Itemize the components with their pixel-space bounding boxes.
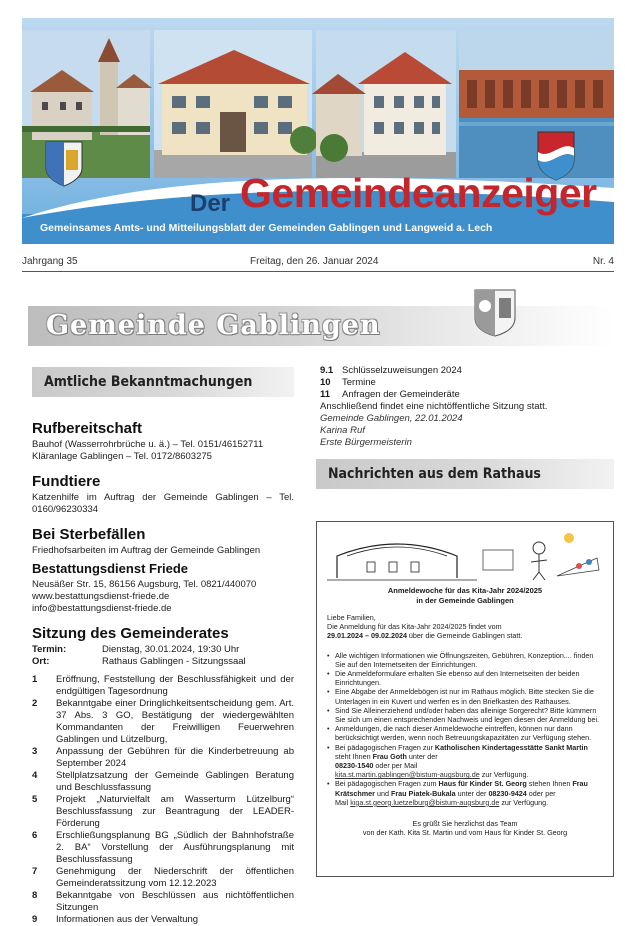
heading-fundtiere: Fundtiere [32, 473, 101, 490]
agenda-list [32, 674, 294, 926]
kita-st-martin-email-link[interactable]: kita.st.martin.gablingen@bistum-augsburg.de [335, 770, 480, 780]
notice-title-line1: Anmeldewoche für das Kita-Jahr 2024/2025 [387, 586, 543, 595]
kita-illustration [327, 528, 603, 584]
agenda-item: 6 Erschließungsplanung BG „Südlich der Bahnhofstraße 2. BA“ Vorstellung der Ausführungsplanung mit Beschlussfassung [32, 830, 294, 865]
notice-title [327, 586, 603, 605]
notice-title-line2: in der Gemeinde Gablingen [416, 595, 514, 605]
issue-number: Nr. 4 [592, 256, 614, 267]
photo-castle [22, 30, 150, 178]
section-bar-official [32, 367, 294, 397]
notice-sign-line1: Es grüßt Sie herzlichst das Team [412, 819, 518, 829]
photo-building [316, 30, 456, 178]
signer-name: Karina Ruf [320, 425, 365, 436]
agenda-item: 9.1 Schlüsselzuweisungen 2024 [320, 365, 462, 376]
heading-bestattungsdienst: Bestattungsdienst Friede [32, 561, 189, 576]
notice-bullet: • Eine Abgabe der Anmeldebögen ist nur im Rathaus möglich. Bitte stecken Sie die Unterlagen in ein Kuvert und werfen es in den Briefkasten des Rathauses. [327, 687, 594, 706]
section-bar-news [316, 459, 614, 489]
sitzung-ort [32, 656, 294, 668]
notice-bullet: • Alle wichtigen Informationen wie Öffnungszeiten, Gebühren, Konzeption.... finden Sie auf den Internetseiten der Einrichtungen. [327, 650, 594, 669]
kita-notice-box [316, 521, 614, 877]
kita-building-drawing [327, 528, 603, 584]
ruf-line: Bauhof (Wasserrohrbrüche u. ä.) – Tel. 0151/46152711 [32, 439, 264, 450]
sitzung-termin [32, 644, 294, 656]
closing-note: Anschließend findet eine nichtöffentliche Sitzung statt. [320, 401, 548, 412]
notice-greeting: Liebe Familien, [327, 613, 376, 622]
masthead-subtitle: Gemeinsames Amts- und Mitteilungsblatt der Gemeinden Gablingen und Langweid a. Lech [40, 222, 493, 234]
notice-bullet: • Bei pädagogischen Fragen zum Haus für Kinder St. Georg stehen Ihnen Frau Krätschmer und Frau Piatek-Bukala unter der 08230-9424 oder per Mail kiga.st.georg.luetzelburg@bistum-augsburg.de zur Verfügung. [327, 779, 588, 807]
notice-intro-suffix: über die Gemeinde Gablingen statt. [406, 631, 523, 641]
ruf-line: Kläranlage Gablingen – Tel. 0172/8603275 [32, 451, 212, 462]
termin-value: Dienstag, 30.01.2024, 19:30 Uhr [102, 644, 240, 655]
agenda-item: 9 Informationen aus der Verwaltung [32, 914, 199, 925]
agenda-item: 2 Bekanntgabe einer Dringlichkeitsentscheidung gem. Art. 37 Abs. 3 GO, Bestätigung der wiedergewählten Kommandanten der Freiwilligen Feuerwehren Gablingen und Lützelburg, [32, 698, 294, 745]
agenda-item: 8 Bekanntgabe von Beschlüssen aus nichtöffentlichen Sitzungen [32, 890, 294, 913]
ort-label: Ort: [32, 656, 50, 667]
issue-volume: Jahrgang 35 [22, 256, 78, 267]
agenda-item: 1 Eröffnung, Feststellung der Beschlussfähigkeit und der endgültigen Tagesordnung [32, 674, 294, 697]
section-heading-official: Amtliche Bekanntmachungen [44, 374, 253, 390]
section-heading-news: Nachrichten aus dem Rathaus [328, 466, 541, 482]
notice-bullet: • Sind Sie Alleinerziehend und/oder haben das alleinige Sorgerecht? Bitte kümmern Sie sich um einen entsprechenden Nachweis und legen diesen der Anmeldung bei. [327, 705, 600, 725]
agenda-item: 10 Termine [320, 377, 376, 388]
bestattung-address: Neusäßer Str. 15, 86156 Augsburg, Tel. 0821/440070 [32, 579, 257, 590]
ort-value: Rathaus Gablingen - Sitzungssaal [102, 656, 246, 667]
left-column [32, 420, 294, 926]
bestattung-email-link[interactable]: info@bestattungsdienst-friede.de [32, 603, 172, 614]
masthead-title: Gemeindeanzeiger [240, 170, 597, 216]
notice-sign-line2: von der Kath. Kita St. Martin und vom Haus für Kinder St. Georg [362, 828, 568, 838]
masthead-title-prefix: Der [190, 190, 231, 217]
notice-intro [327, 613, 603, 641]
fundtiere-text: Katzenhilfe im Auftrag der Gemeinde Gablingen – Tel. 0160/96230334 [32, 492, 294, 515]
place-date: Gemeinde Gablingen, 22.01.2024 [320, 413, 463, 424]
notice-bullet: • Bei pädagogischen Fragen zur Katholischen Kindertagesstätte Sankt Martin steht Ihnen Frau Goth unter der 08230-1540 oder per Mail kita.st.martin.gablingen@bistum-augsburg.de zur Verfügung. [327, 742, 588, 780]
heading-sitzung: Sitzung des Gemeinderates [32, 625, 229, 642]
signer-role: Erste Bürgermeisterin [320, 437, 412, 448]
agenda-continued [320, 365, 614, 401]
notice-signoff [327, 819, 603, 837]
heading-rufbereitschaft: Rufbereitschaft [32, 420, 143, 437]
right-column [320, 365, 614, 449]
agenda-item: 11 Anfragen der Gemeinderäte [320, 389, 460, 400]
termin-label: Termin: [32, 644, 67, 655]
agenda-item: 4 Stellplatzsatzung der Gemeinde Gablingen Beratung und Beschlussfassung [32, 770, 294, 793]
bestattung-website-link[interactable]: www.bestattungsdienst-friede.de [32, 591, 170, 602]
gablingen-crest-icon [44, 140, 84, 188]
notice-dates: 29.01.2024 – 09.02.2024 [327, 631, 407, 641]
municipality-banner [28, 306, 614, 346]
sterbe-text: Friedhofsarbeiten im Auftrag der Gemeinde Gablingen [32, 545, 261, 556]
notice-bullets [327, 651, 603, 807]
notice-bullet: • Die Anmeldeformulare erhalten Sie ebenso auf den Internetseiten der beiden Einrichtungen. [327, 669, 580, 688]
notice-intro-text: Die Anmeldung für das Kita-Jahr 2024/2025 findet vom [327, 622, 502, 632]
agenda-item: 5 Projekt „Naturvielfalt am Wasserturm Lützelburg“ Beschlussfassung zur Beantragung der LEADER-Förderung [32, 794, 294, 829]
kita-st-georg-email-link[interactable]: kiga.st.georg.luetzelburg@bistum-augsburg.de [350, 797, 500, 807]
agenda-item: 3 Anpassung der Gebühren für die Kinderbetreuung ab September 2024 [32, 746, 294, 769]
municipality-crest-icon [473, 288, 517, 338]
heading-sterbefaelle: Bei Sterbefällen [32, 526, 146, 543]
issue-date: Freitag, den 26. Januar 2024 [250, 256, 379, 267]
agenda-item: 7 Genehmigung der Niederschrift der öffentlichen Gemeinderatssitzung vom 12.12.2023 [32, 866, 294, 889]
municipality-title: Gemeinde Gablingen [46, 310, 381, 341]
issue-info-bar [22, 255, 614, 272]
photo-townhall [154, 30, 312, 178]
notice-bullet: • Anmeldungen, die nach dieser Anmeldewoche eintreffen, können nur dann berücksichtigt werden, wenn noch Betreuungskapazitäten zur Verfügung stehen. [327, 724, 592, 743]
